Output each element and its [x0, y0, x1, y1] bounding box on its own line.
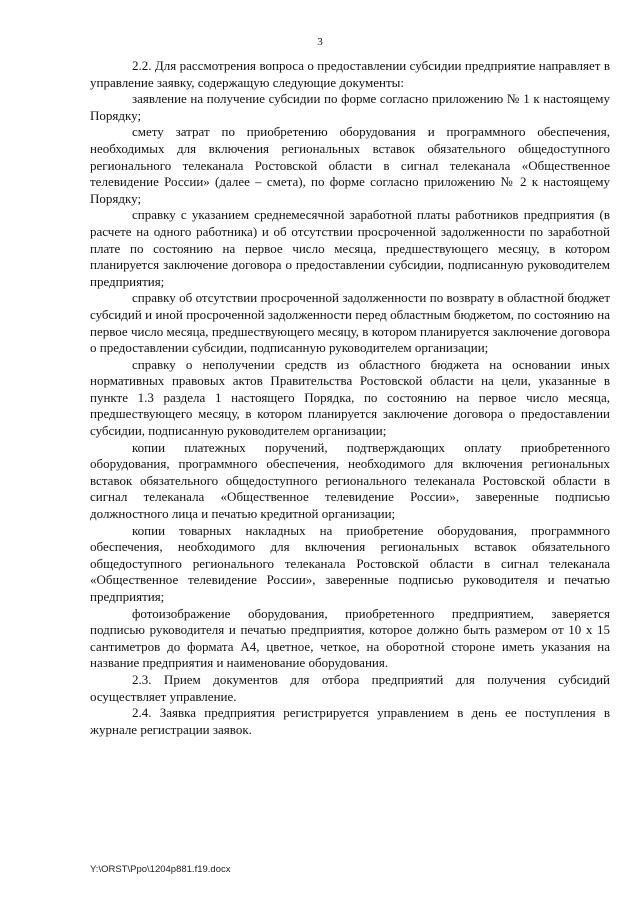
- file-path-footer: Y:\ORST\Ppo\1204p881.f19.docx: [90, 864, 231, 875]
- paragraph-2-2: 2.2. Для рассмотрения вопроса о предоставлении субсидии предприятие направляет в управление заявку, содержащую следующие документы:: [90, 58, 610, 90]
- paragraph-cost-estimate: смету затрат по приобретению оборудования и программного обеспечения, необходимых для включения региональных вставок обязательного общедоступного регионального телеканала Ростовской области в сигнал телеканала «Общественное телевидение России» (далее – смета), по форме согласно приложению № 2 к настоящему Порядку;: [90, 124, 610, 206]
- paragraph-invoices: копии товарных накладных на приобретение оборудования, программного обеспечения, необходимого для включения региональных вставок обязательного общедоступного регионального телеканала Ростовской области в сигнал телеканала «Общественное телевидение России», заверенные подписью руководителя и печатью предприятия;: [90, 522, 610, 604]
- paragraph-salary-certificate: справку с указанием среднемесячной заработной платы работников предприятия (в расчете на одного работника) и об отсутствии просроченной задолженности по заработной плате по состоянию на первое число месяца, предшествующего месяцу, в котором планируется заключение договора о предоставлении субсидии, подписанную руководителем предприятия;: [90, 207, 610, 289]
- paragraph-application: заявление на получение субсидии по форме согласно приложению № 1 к настоящему Порядку;: [90, 91, 610, 123]
- paragraph-nonreceipt-certificate: справку о неполучении средств из областного бюджета на основании иных нормативных правовых актов Правительства Ростовской области на цели, указанные в пункте 1.3 раздела 1 настоящего Порядка, по состоянию на первое число месяца, предшествующего месяцу, в котором планируется заключение договора о предоставлении субсидии, подписанную руководителем организации;: [90, 356, 610, 439]
- paragraph-photo: фотоизображение оборудования, приобретенного предприятием, заверяется подписью руководителя и печатью предприятия, которое должно быть размером от 10 х 15 сантиметров до формата А4, цветное, четкое, на оборотной стороне иметь указания на название предприятия и наименование оборудования.: [90, 605, 610, 671]
- paragraph-2-3: 2.3. Прием документов для отбора предприятий для получения субсидий осуществляет управление.: [90, 671, 610, 704]
- paragraph-payment-orders: копии платежных поручений, подтверждающих оплату приобретенного оборудования, программного обеспечения, необходимого для включения региональных вставок обязательного общедоступного регионального телеканала Ростовской области в сигнал телеканала «Общественное телевидение России», заверенные подписью должностного лица и печатью кредитной организации;: [90, 439, 610, 522]
- paragraph-2-4: 2.4. Заявка предприятия регистрируется управлением в день ее поступления в журнале регистрации заявок.: [90, 705, 610, 737]
- paragraph-debt-certificate: справку об отсутствии просроченной задолженности по возврату в областной бюджет субсидий и иной просроченной задолженности перед областным бюджетом, по состоянию на первое число месяца, предшествующего месяцу, в котором планируется заключение договора о предоставлении субсидии, подписанную руководителем организации;: [90, 290, 610, 356]
- document-body: [90, 58, 610, 738]
- page-number: 3: [317, 36, 323, 48]
